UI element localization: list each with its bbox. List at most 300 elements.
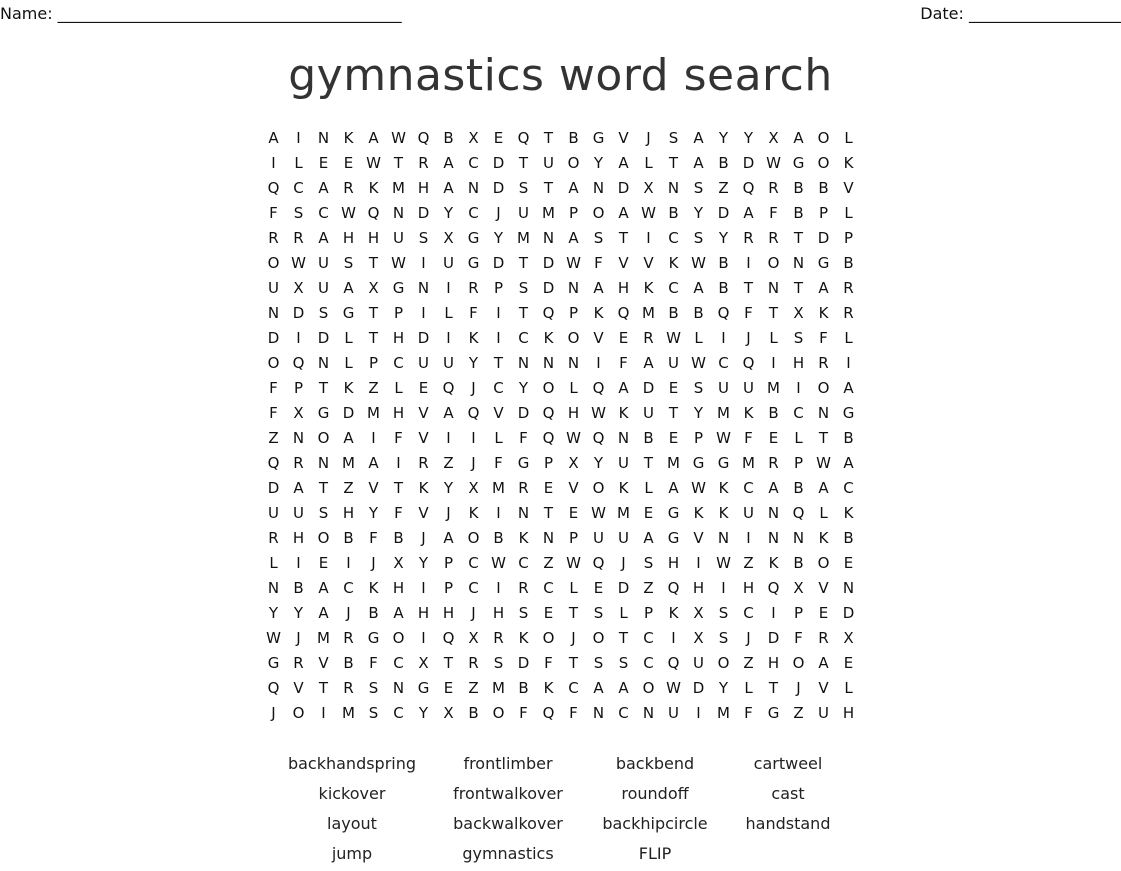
grid-letter: J	[571, 629, 576, 647]
grid-letter: R	[493, 629, 504, 647]
grid-letter: O	[492, 704, 505, 722]
grid-letter: V	[493, 404, 504, 422]
grid-row	[261, 301, 861, 326]
grid-letter: D	[492, 254, 505, 272]
grid-letter: C	[543, 579, 554, 597]
grid-letter: C	[393, 354, 404, 372]
grid-letter: A	[318, 579, 329, 597]
grid-letter: L	[444, 304, 453, 322]
grid-letter: B	[293, 579, 304, 597]
grid-letter: G	[267, 654, 280, 672]
grid-row	[261, 426, 861, 451]
grid-letter: F	[394, 504, 403, 522]
grid-letter: M	[667, 454, 680, 472]
grid-letter: D	[542, 254, 555, 272]
grid-letter: A	[818, 479, 829, 497]
word-bank-item: cartweel	[753, 754, 823, 773]
grid-letter: V	[293, 679, 304, 697]
grid-letter: N	[792, 529, 805, 547]
grid-letter: U	[668, 354, 679, 372]
grid-letter: R	[343, 179, 354, 197]
grid-letter: S	[593, 604, 604, 622]
grid-letter: T	[493, 354, 504, 372]
grid-letter: T	[618, 629, 629, 647]
grid-letter: Y	[743, 129, 754, 147]
grid-letter: U	[668, 704, 679, 722]
grid-letter: D	[842, 604, 855, 622]
grid-letter: P	[568, 304, 579, 322]
grid-letter: A	[618, 379, 629, 397]
grid-letter: A	[668, 479, 679, 497]
grid-letter: R	[518, 479, 529, 497]
grid-letter: C	[468, 554, 479, 572]
grid-letter: B	[793, 179, 804, 197]
grid-letter: I	[296, 329, 301, 347]
grid-letter: R	[343, 679, 354, 697]
grid-letter: F	[269, 204, 278, 222]
grid-row	[261, 551, 861, 576]
word-bank-row	[0, 781, 1121, 811]
grid-letter: I	[746, 529, 751, 547]
grid-letter: B	[793, 554, 804, 572]
grid-letter: Y	[418, 554, 429, 572]
grid-letter: Q	[467, 404, 480, 422]
grid-letter: H	[292, 529, 305, 547]
grid-letter: T	[518, 154, 529, 172]
grid-letter: Q	[592, 554, 605, 572]
grid-letter: S	[518, 604, 529, 622]
grid-letter: F	[519, 429, 528, 447]
grid-letter: S	[518, 179, 529, 197]
grid-letter: N	[542, 229, 555, 247]
grid-letter: I	[771, 604, 776, 622]
grid-letter: K	[743, 404, 754, 422]
grid-letter: Q	[267, 454, 280, 472]
grid-letter: F	[744, 429, 753, 447]
grid-letter: T	[743, 279, 754, 297]
grid-letter: W	[266, 629, 281, 647]
word-bank-item: gymnastics	[462, 844, 554, 863]
grid-letter: L	[569, 579, 578, 597]
grid-letter: R	[293, 654, 304, 672]
grid-letter: D	[492, 179, 505, 197]
grid-letter: D	[267, 329, 280, 347]
grid-letter: A	[818, 654, 829, 672]
grid-letter: O	[592, 479, 605, 497]
grid-letter: V	[568, 479, 579, 497]
grid-letter: O	[317, 529, 330, 547]
grid-letter: Q	[542, 429, 555, 447]
grid-letter: N	[317, 129, 330, 147]
grid-letter: E	[643, 504, 654, 522]
grid-letter: R	[643, 329, 654, 347]
grid-letter: C	[793, 404, 804, 422]
grid-letter: K	[618, 479, 629, 497]
grid-letter: K	[718, 479, 729, 497]
grid-letter: I	[746, 254, 751, 272]
grid-letter: W	[591, 504, 606, 522]
grid-letter: X	[468, 479, 479, 497]
grid-letter: M	[642, 304, 655, 322]
grid-letter: P	[793, 454, 804, 472]
grid-letter: G	[717, 454, 730, 472]
grid-letter: T	[318, 379, 329, 397]
grid-letter: M	[717, 404, 730, 422]
grid-letter: D	[742, 154, 755, 172]
grid-letter: A	[818, 279, 829, 297]
grid-letter: W	[566, 254, 581, 272]
grid-letter: I	[496, 329, 501, 347]
grid-letter: C	[468, 154, 479, 172]
grid-letter: S	[293, 204, 304, 222]
grid-letter: D	[717, 204, 730, 222]
grid-letter: W	[666, 679, 681, 697]
grid-letter: W	[591, 404, 606, 422]
grid-letter: D	[492, 154, 505, 172]
grid-letter: B	[793, 204, 804, 222]
grid-letter: S	[718, 629, 729, 647]
grid-row	[261, 576, 861, 601]
grid-letter: J	[471, 379, 476, 397]
grid-letter: B	[393, 529, 404, 547]
grid-letter: U	[718, 379, 729, 397]
grid-letter: B	[568, 129, 579, 147]
grid-letter: P	[443, 579, 454, 597]
grid-letter: D	[817, 229, 830, 247]
grid-letter: W	[291, 254, 306, 272]
grid-letter: U	[743, 504, 754, 522]
grid-letter: X	[418, 654, 429, 672]
grid-letter: G	[317, 404, 330, 422]
grid-letter: N	[317, 454, 330, 472]
grid-letter: G	[517, 454, 530, 472]
grid-letter: I	[421, 304, 426, 322]
grid-letter: N	[267, 579, 280, 597]
grid-letter: K	[843, 504, 854, 522]
grid-letter: T	[368, 329, 379, 347]
grid-letter: N	[392, 679, 405, 697]
grid-letter: Z	[718, 179, 729, 197]
grid-letter: O	[817, 379, 830, 397]
grid-letter: X	[793, 304, 804, 322]
grid-letter: Q	[767, 579, 780, 597]
grid-letter: S	[493, 654, 504, 672]
grid-letter: O	[792, 654, 805, 672]
grid-letter: R	[268, 529, 279, 547]
grid-letter: O	[392, 629, 405, 647]
grid-letter: S	[318, 304, 329, 322]
grid-letter: T	[668, 404, 679, 422]
grid-letter: V	[318, 654, 329, 672]
grid-letter: G	[417, 679, 430, 697]
grid-letter: S	[368, 679, 379, 697]
grid-letter: O	[317, 429, 330, 447]
grid-letter: B	[343, 529, 354, 547]
word-bank-item: frontwalkover	[453, 784, 563, 803]
word-bank-item: layout	[327, 814, 377, 833]
grid-letter: G	[467, 229, 480, 247]
grid-letter: I	[296, 129, 301, 147]
grid-letter: Z	[368, 379, 379, 397]
grid-letter: A	[593, 279, 604, 297]
grid-letter: K	[518, 629, 529, 647]
grid-letter: K	[343, 379, 354, 397]
grid-letter: O	[267, 254, 280, 272]
grid-letter: N	[667, 179, 680, 197]
grid-letter: N	[567, 279, 580, 297]
grid-letter: I	[296, 554, 301, 572]
grid-letter: B	[643, 429, 654, 447]
grid-letter: Q	[592, 429, 605, 447]
grid-letter: H	[617, 279, 630, 297]
grid-letter: F	[369, 529, 378, 547]
grid-letter: U	[818, 704, 829, 722]
grid-letter: D	[417, 204, 430, 222]
grid-letter: O	[642, 679, 655, 697]
grid-letter: G	[767, 704, 780, 722]
grid-letter: Y	[718, 679, 729, 697]
grid-letter: N	[542, 354, 555, 372]
grid-letter: I	[721, 579, 726, 597]
grid-letter: Q	[542, 304, 555, 322]
grid-letter: K	[418, 479, 429, 497]
grid-letter: N	[817, 404, 830, 422]
grid-letter: D	[267, 479, 280, 497]
grid-letter: A	[368, 129, 379, 147]
grid-row	[261, 601, 861, 626]
grid-letter: N	[417, 279, 430, 297]
grid-row	[261, 476, 861, 501]
grid-letter: J	[371, 554, 376, 572]
grid-letter: U	[318, 254, 329, 272]
grid-letter: Q	[442, 379, 455, 397]
grid-letter: M	[767, 379, 780, 397]
grid-letter: A	[568, 229, 579, 247]
grid-letter: Y	[468, 354, 479, 372]
grid-letter: M	[492, 479, 505, 497]
word-bank-item: cast	[771, 784, 805, 803]
grid-letter: T	[518, 254, 529, 272]
grid-letter: U	[693, 654, 704, 672]
grid-letter: W	[641, 204, 656, 222]
grid-letter: M	[517, 229, 530, 247]
grid-letter: Y	[718, 229, 729, 247]
grid-row	[261, 501, 861, 526]
grid-letter: F	[269, 404, 278, 422]
grid-letter: C	[668, 279, 679, 297]
grid-letter: F	[269, 379, 278, 397]
grid-letter: Y	[693, 204, 704, 222]
grid-letter: N	[317, 354, 330, 372]
grid-letter: U	[293, 504, 304, 522]
grid-letter: J	[421, 529, 426, 547]
grid-letter: A	[768, 479, 779, 497]
grid-letter: J	[796, 679, 801, 697]
grid-letter: P	[818, 204, 829, 222]
grid-letter: T	[393, 154, 404, 172]
grid-letter: I	[421, 579, 426, 597]
grid-letter: B	[843, 529, 854, 547]
grid-letter: B	[518, 679, 529, 697]
grid-letter: N	[542, 529, 555, 547]
grid-letter: O	[567, 329, 580, 347]
grid-letter: I	[421, 629, 426, 647]
grid-letter: F	[569, 704, 578, 722]
grid-letter: M	[342, 704, 355, 722]
grid-letter: B	[493, 529, 504, 547]
grid-letter: I	[471, 429, 476, 447]
grid-letter: L	[294, 154, 303, 172]
grid-letter: P	[293, 379, 304, 397]
grid-letter: W	[691, 354, 706, 372]
grid-letter: Y	[693, 404, 704, 422]
grid-letter: Q	[267, 679, 280, 697]
grid-letter: Q	[667, 579, 680, 597]
grid-letter: C	[718, 354, 729, 372]
grid-letter: H	[492, 604, 505, 622]
grid-letter: C	[343, 579, 354, 597]
grid-letter: N	[517, 354, 530, 372]
grid-letter: V	[818, 579, 829, 597]
grid-letter: B	[668, 304, 679, 322]
grid-letter: G	[367, 629, 380, 647]
grid-letter: I	[446, 279, 451, 297]
grid-letter: I	[646, 229, 651, 247]
grid-letter: L	[619, 604, 628, 622]
grid-letter: A	[793, 129, 804, 147]
grid-letter: C	[518, 554, 529, 572]
grid-letter: G	[342, 304, 355, 322]
grid-letter: A	[618, 204, 629, 222]
grid-letter: Q	[267, 179, 280, 197]
grid-letter: U	[443, 254, 454, 272]
grid-row	[261, 276, 861, 301]
grid-letter: H	[667, 554, 680, 572]
grid-letter: F	[544, 654, 553, 672]
grid-letter: J	[346, 604, 351, 622]
grid-letter: Q	[517, 129, 530, 147]
word-bank-item: frontlimber	[463, 754, 553, 773]
grid-letter: R	[818, 354, 829, 372]
grid-letter: S	[693, 179, 704, 197]
grid-letter: T	[568, 654, 579, 672]
grid-letter: U	[618, 454, 629, 472]
word-bank-row	[0, 751, 1121, 781]
grid-letter: K	[468, 504, 479, 522]
grid-letter: D	[517, 404, 530, 422]
grid-letter: D	[542, 279, 555, 297]
grid-letter: U	[318, 279, 329, 297]
grid-letter: I	[696, 704, 701, 722]
grid-letter: U	[643, 404, 654, 422]
grid-letter: L	[844, 129, 853, 147]
grid-letter: S	[343, 254, 354, 272]
grid-letter: N	[592, 179, 605, 197]
grid-letter: E	[543, 479, 554, 497]
grid-letter: H	[417, 179, 430, 197]
grid-letter: T	[368, 304, 379, 322]
grid-row	[261, 676, 861, 701]
grid-letter: I	[496, 579, 501, 597]
grid-letter: T	[318, 679, 329, 697]
grid-letter: U	[743, 379, 754, 397]
grid-letter: C	[743, 479, 754, 497]
grid-letter: W	[666, 329, 681, 347]
grid-letter: T	[543, 504, 554, 522]
grid-letter: K	[543, 329, 554, 347]
word-bank-row	[0, 841, 1121, 871]
grid-letter: R	[818, 629, 829, 647]
grid-letter: T	[518, 304, 529, 322]
grid-letter: K	[668, 254, 679, 272]
grid-letter: H	[392, 404, 405, 422]
word-bank-item: FLIP	[638, 844, 672, 863]
grid-letter: I	[596, 354, 601, 372]
grid-letter: M	[317, 629, 330, 647]
grid-letter: H	[692, 579, 705, 597]
grid-letter: G	[817, 254, 830, 272]
grid-letter: A	[618, 679, 629, 697]
grid-letter: G	[842, 404, 855, 422]
grid-letter: B	[443, 129, 454, 147]
grid-letter: H	[392, 579, 405, 597]
grid-letter: Z	[743, 554, 754, 572]
grid-letter: E	[418, 379, 429, 397]
grid-letter: Q	[292, 354, 305, 372]
grid-letter: H	[342, 504, 355, 522]
name-field: Name: ___________________________________________	[0, 4, 402, 23]
grid-letter: Q	[742, 179, 755, 197]
grid-letter: W	[391, 254, 406, 272]
grid-letter: S	[418, 229, 429, 247]
grid-letter: Y	[493, 229, 504, 247]
grid-letter: T	[818, 429, 829, 447]
grid-letter: S	[693, 229, 704, 247]
grid-letter: O	[592, 629, 605, 647]
grid-letter: T	[793, 229, 804, 247]
grid-letter: N	[467, 179, 480, 197]
grid-letter: N	[517, 504, 530, 522]
grid-letter: K	[718, 504, 729, 522]
grid-letter: Y	[368, 504, 379, 522]
grid-letter: L	[819, 504, 828, 522]
grid-letter: P	[693, 429, 704, 447]
grid-letter: K	[343, 129, 354, 147]
grid-letter: W	[766, 154, 781, 172]
grid-letter: C	[318, 204, 329, 222]
grid-letter: I	[446, 429, 451, 447]
grid-letter: I	[446, 329, 451, 347]
grid-letter: A	[643, 529, 654, 547]
grid-letter: S	[718, 604, 729, 622]
grid-letter: E	[493, 129, 504, 147]
grid-letter: F	[744, 704, 753, 722]
grid-letter: X	[793, 579, 804, 597]
grid-letter: I	[721, 329, 726, 347]
grid-letter: S	[643, 554, 654, 572]
grid-letter: A	[443, 529, 454, 547]
grid-letter: U	[268, 504, 279, 522]
grid-letter: C	[568, 679, 579, 697]
grid-letter: A	[268, 129, 279, 147]
grid-letter: I	[696, 554, 701, 572]
grid-letter: D	[517, 654, 530, 672]
grid-letter: R	[343, 629, 354, 647]
grid-letter: H	[367, 229, 380, 247]
grid-letter: P	[368, 354, 379, 372]
grid-letter: Q	[542, 404, 555, 422]
grid-letter: C	[843, 479, 854, 497]
